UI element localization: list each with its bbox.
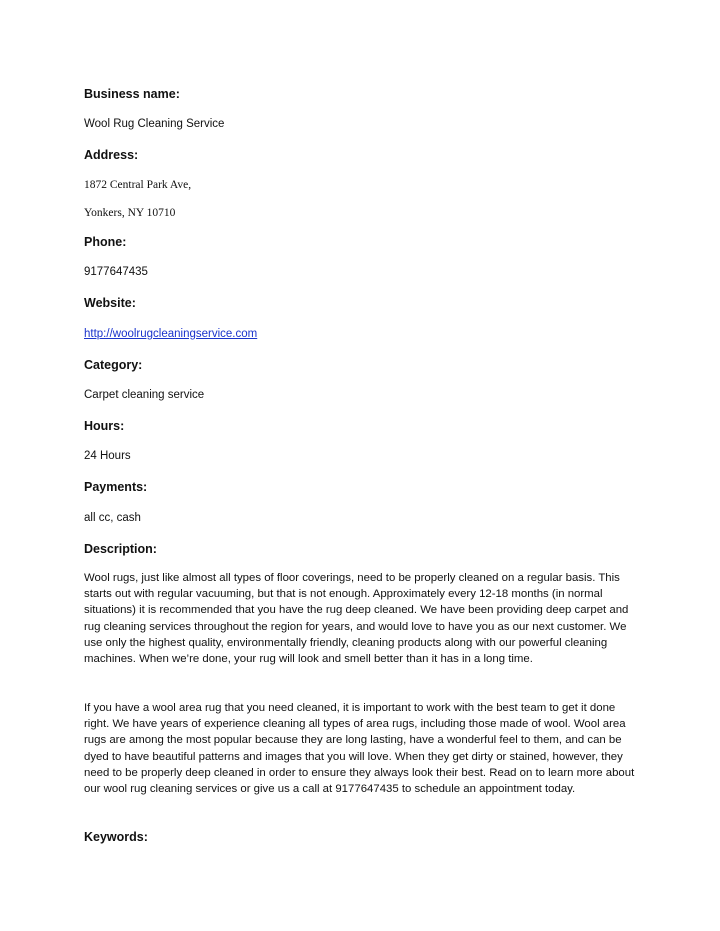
description-paragraph-2: If you have a wool area rug that you need cleaned, it is important to work with the best team to get it done right. We have years of experience cleaning all types of area rugs, including those made of wool. Wool area rugs are among the most popular because they are long lasting, have a wonderful feel to them, and can be dyed to have beautiful patterns and images that you will love. When they get dirty or stained, however, they need to be properly deep cleaned in order to ensure they always look their best. Read on to learn more about our wool rug cleaning services or give us a call at 9177647435 to schedule an appointment today. [84,702,635,796]
description-paragraph-1: Wool rugs, just like almost all types of floor coverings, need to be properly cleaned on a regular basis. This starts out with regular vacuuming, but that is not enough. Approximately every 12-18 months (in normal situations) it is recommended that you have the rug deep cleaned. We have been providing deep carpet and rug cleaning services throughout the region for years, and would love to have you as our next customer. We use only the highest quality, environmentally friendly, cleaning products along with our powerful cleaning machines. When we’re done, your rug will look and smell better than it has in a long time. [84,572,629,666]
phone-label: Phone: [84,235,127,249]
phone-value: 9177647435 [84,266,148,278]
description-label: Description: [84,542,157,556]
address-line1: 1872 Central Park Ave, [84,179,192,191]
website-label: Website: [84,296,136,310]
address-line2: Yonkers, NY 10710 [84,207,176,219]
hours-label: Hours: [84,419,125,433]
payments-label: Payments: [84,480,148,494]
category-value: Carpet cleaning service [84,389,205,401]
hours-value: 24 Hours [84,450,131,462]
business-name-label: Business name: [84,87,180,101]
website-row [84,326,257,342]
keywords-label: Keywords: [84,830,148,844]
business-name-value: Wool Rug Cleaning Service [84,118,225,130]
website-link[interactable]: http://woolrugcleaningservice.com [84,328,258,340]
payments-value: all cc, cash [84,512,141,524]
address-label: Address: [84,148,139,162]
category-label: Category: [84,358,143,372]
